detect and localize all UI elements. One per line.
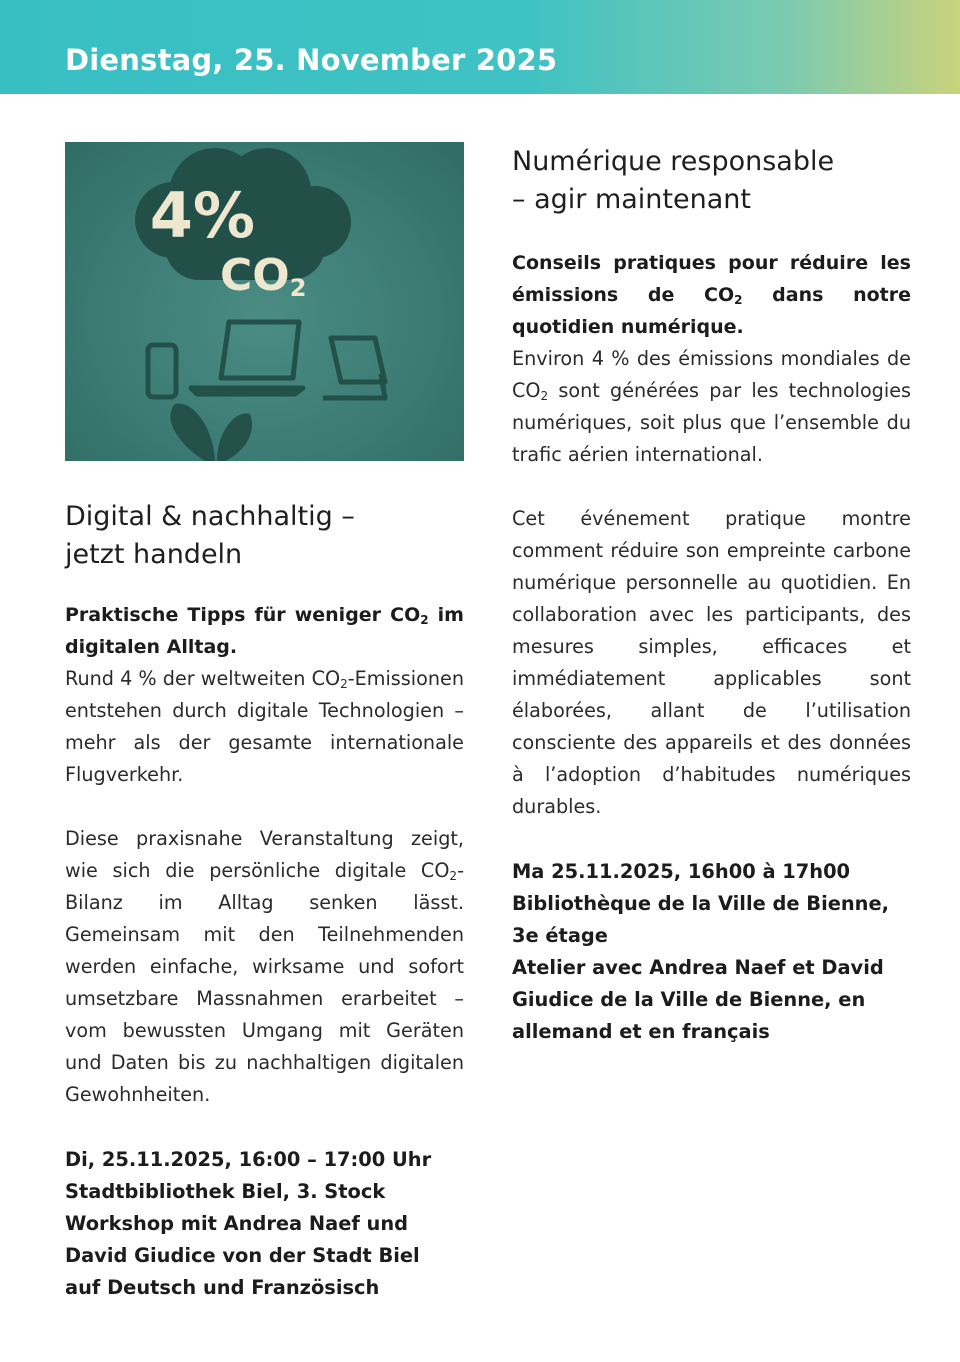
fr-info-block [512, 856, 911, 1048]
fr-paragraph-2: Cet événement pratique montre comment réduire son empreinte carbone numérique personnelle au quotidien. En collaboration avec les participants, des mesures simples, efficaces et immédiatement applicables sont élaborées, allant de l’utilisation consciente des appareils et des données à l’adoption d’habitudes numériques durables. [512, 507, 911, 818]
co2-devices-illustration [65, 142, 464, 461]
leaf-icon [170, 404, 252, 461]
de-info-line: auf Deutsch und Französisch [65, 1276, 380, 1299]
fr-title-line2: – agir maintenant [512, 184, 751, 215]
de-title-line1: Digital & nachhaltig – [65, 501, 355, 532]
fr-info-line: Bibliothèque de la Ville de Bienne, [512, 892, 889, 915]
fr-lead: Conseils pratiques pour réduire les émissions de $CO_2$ dans notre quotidien numérique. [512, 252, 912, 338]
de-body [65, 599, 464, 791]
french-section [512, 143, 911, 219]
de-paragraph-2: Diese praxisnahe Veranstaltung zeigt, wie sich die persönliche digitale $CO_2$-Bilanz im Alltag senken lässt. Gemeinsam mit den Teilnehmenden werden einfache, wirksame und sofort umsetzbare Massnahmen erarbeitet – vom bewussten Umgang mit Geräten und Daten bis zu nachhaltigen digitalen Gewohnheiten. [65, 827, 464, 1106]
de-info-line: David Giudice von der Stadt Biel [65, 1244, 420, 1267]
fr-info-line: Giudice de la Ville de Bienne, en [512, 988, 866, 1011]
fr-info-line: Ma 25.11.2025, 16h00 à 17h00 [512, 860, 851, 883]
de-info-line: Workshop mit Andrea Naef und [65, 1212, 409, 1235]
fr-paragraph-1: Environ 4 % des émissions mondiales de $CO_2$ sont générées par les technologies numériques, soit plus que l’ensemble du trafic aérien international. [512, 347, 911, 466]
de-lead: Praktische Tipps für weniger $CO_2$ im digitalen Alltag. [65, 604, 464, 658]
fr-title-line1: Numérique responsable [512, 146, 835, 177]
de-info-line: Di, 25.11.2025, 16:00 – 17:00 Uhr [65, 1148, 432, 1171]
de-info-block [65, 1144, 464, 1304]
page-date: Dienstag, 25. November 2025 [65, 43, 558, 77]
fr-info-line: 3e étage [512, 924, 608, 947]
fr-body [512, 247, 911, 471]
german-section [65, 498, 464, 574]
de-paragraph-1: Rund 4 % der weltweiten $CO_2$-Emissionen entstehen durch digitale Technologien – mehr als der gesamte internationale Flugverkehr. [65, 667, 464, 786]
fr-body-2 [512, 503, 911, 823]
header-banner [0, 0, 960, 94]
tablet-icon [323, 338, 385, 398]
de-info-line: Stadtbibliothek Biel, 3. Stock [65, 1180, 386, 1203]
de-body-2 [65, 823, 464, 1111]
co2-label: CO2 [220, 250, 307, 302]
de-title [65, 498, 464, 574]
fr-title [512, 143, 911, 219]
fr-info-line: Atelier avec Andrea Naef et David [512, 956, 884, 979]
de-event-info [65, 1144, 464, 1304]
smartphone-icon [148, 345, 176, 397]
de-title-line2: jetzt handeln [65, 539, 243, 570]
fr-info-line: allemand et en français [512, 1020, 770, 1043]
laptop-icon [191, 322, 303, 394]
fr-event-info [512, 856, 911, 1048]
percent-label: 4% [149, 179, 255, 252]
hero-illustration [65, 142, 464, 461]
